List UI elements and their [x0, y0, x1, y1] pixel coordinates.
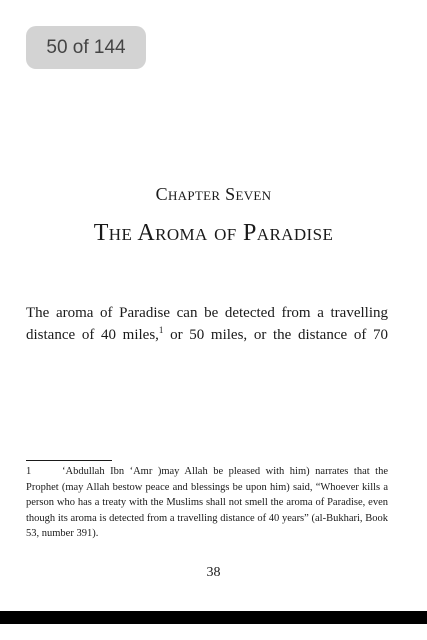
- bottom-bar: [0, 611, 427, 624]
- page-indicator-badge[interactable]: 50 of 144: [26, 26, 146, 69]
- body-paragraph: [26, 302, 388, 346]
- chapter-title: The Aroma of Paradise: [93, 220, 334, 246]
- chapter-label: Chapter Seven: [155, 184, 272, 204]
- footnote: [26, 464, 388, 542]
- body-text-before: The aroma of Paradise can be detected from a travelling distance of 40 miles,: [26, 305, 388, 343]
- page-number: 38: [206, 565, 221, 580]
- footnote-number: 1: [26, 466, 32, 477]
- footnote-divider: [26, 460, 112, 461]
- footnote-text: ‘Abdullah Ibn ‘Amr )may Allah be pleased with him) narrates that the Prophet (may Allah bestow peace and blessings be upon him) said, “Whoever kills a person who has a treaty with the Muslims shall not smell the aroma of Paradise, even though its aroma is detected from a travelling distance of 40 years” (al-Bukhari, Book 53, number 391).: [26, 466, 388, 539]
- footnote-reference[interactable]: 1: [158, 325, 164, 335]
- body-text-after: or 50 miles, or the distance of 70: [163, 327, 388, 343]
